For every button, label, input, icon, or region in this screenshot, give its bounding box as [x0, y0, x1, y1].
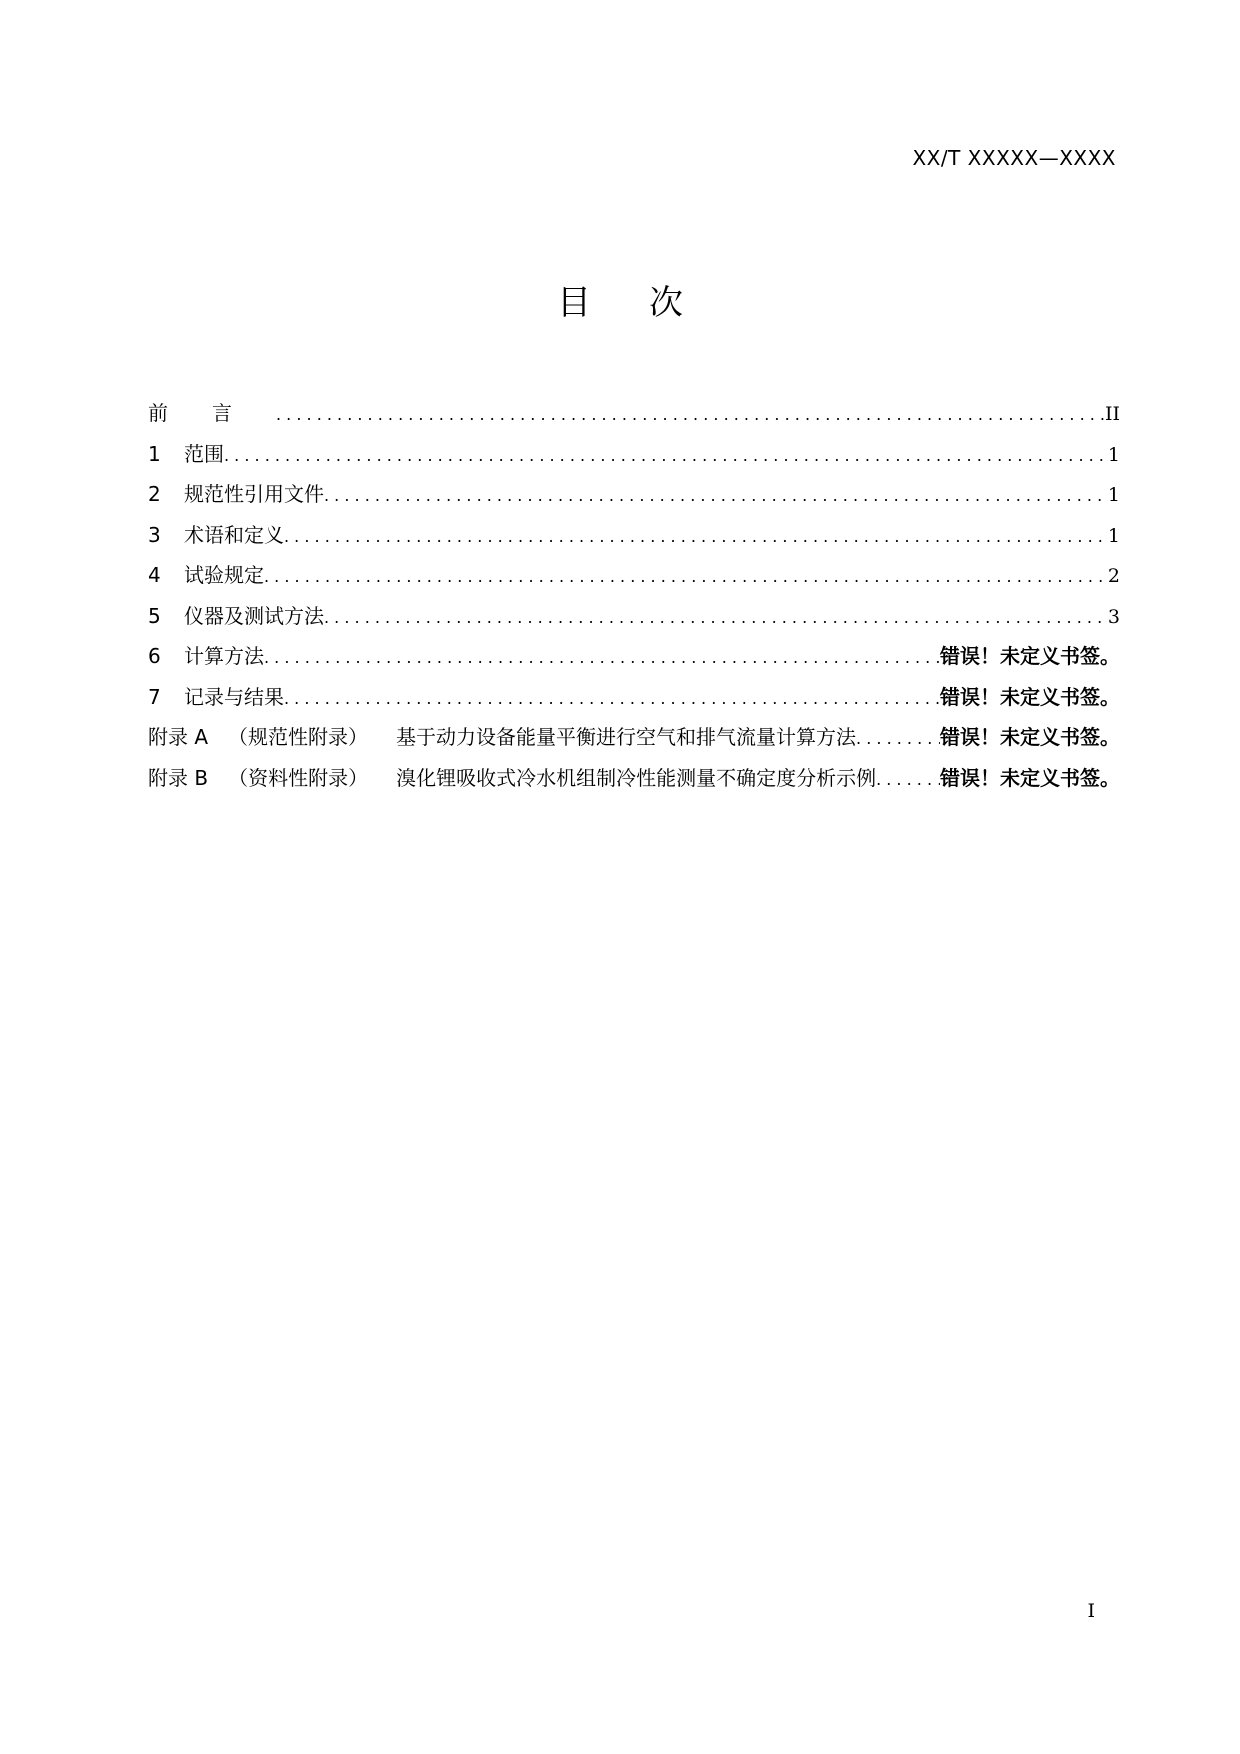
dot-leader	[284, 517, 1108, 558]
toc-entry-number: 3	[148, 522, 161, 547]
dot-leader	[876, 760, 940, 801]
toc-entry-title: 范围	[184, 441, 224, 466]
toc-entry-number: 4	[148, 563, 161, 587]
dot-leader	[276, 395, 1105, 436]
dot-leader	[264, 557, 1108, 598]
toc-entry-5[interactable]	[148, 596, 1120, 637]
toc-entry-page-error: 错误！未定义书签。	[940, 684, 1120, 709]
toc-entry-number: 1	[148, 441, 161, 466]
toc-entry-page-error: 错误！未定义书签。	[940, 725, 1120, 749]
appendix-title: 溴化锂吸收式冷水机组制冷性能测量不确定度分析示例	[396, 765, 877, 790]
toc-entry-7[interactable]	[148, 677, 1120, 718]
toc-entry-page: 3	[1107, 605, 1120, 628]
toc-entry-number: 2	[148, 482, 161, 506]
toc-title-part1: 目	[557, 283, 591, 323]
dot-leader	[856, 719, 940, 760]
toc-entry-title: 记录与结果	[184, 684, 284, 709]
toc-entry-page: 2	[1107, 565, 1120, 587]
appendix-label: 附录 A	[148, 725, 209, 749]
toc-entry-title: 规范性引用文件	[184, 482, 324, 506]
toc-title-part2: 次	[649, 283, 683, 323]
toc-entry-number: 6	[148, 644, 161, 668]
appendix-label: 附录 B	[148, 765, 209, 790]
toc-entry-6[interactable]	[148, 636, 1120, 677]
toc-entry-page: 1	[1107, 524, 1120, 547]
toc-entry-number: 5	[148, 603, 161, 628]
dot-leader	[224, 436, 1108, 477]
toc-entry-2[interactable]	[148, 474, 1120, 515]
toc-entry-title: 计算方法	[184, 644, 264, 668]
toc-entry-page-error: 错误！未定义书签。	[940, 765, 1120, 790]
toc-entry-number: 7	[148, 684, 161, 709]
toc-entry-page: 1	[1107, 484, 1120, 506]
toc-entry-preface[interactable]	[148, 393, 1120, 434]
toc-entry-title: 试验规定	[184, 563, 264, 587]
dot-leader	[284, 679, 940, 720]
toc-title	[0, 275, 1240, 324]
dot-leader	[324, 598, 1108, 639]
toc-appendix-b[interactable]	[148, 758, 1120, 799]
appendix-type: （资料性附录）	[228, 765, 369, 790]
toc-entry-1[interactable]	[148, 434, 1120, 475]
toc-entry-page-error: 错误！未定义书签。	[940, 644, 1120, 668]
toc-entry-title: 术语和定义	[184, 522, 284, 547]
toc-entry-4[interactable]	[148, 555, 1120, 596]
toc-entry-page: 1	[1107, 443, 1120, 466]
table-of-contents	[148, 393, 1120, 798]
toc-entry-title: 前言	[148, 401, 276, 425]
appendix-type: （规范性附录）	[228, 725, 369, 749]
page-number: I	[1087, 1600, 1095, 1622]
dot-leader	[264, 638, 940, 679]
toc-appendix-a[interactable]	[148, 717, 1120, 758]
toc-entry-title: 仪器及测试方法	[184, 603, 324, 628]
appendix-title: 基于动力设备能量平衡进行空气和排气流量计算方法	[396, 725, 857, 749]
document-code: XX/T XXXXX—XXXX	[912, 146, 1116, 170]
dot-leader	[324, 476, 1108, 517]
toc-entry-3[interactable]	[148, 515, 1120, 556]
toc-entry-page: II	[1104, 403, 1120, 425]
